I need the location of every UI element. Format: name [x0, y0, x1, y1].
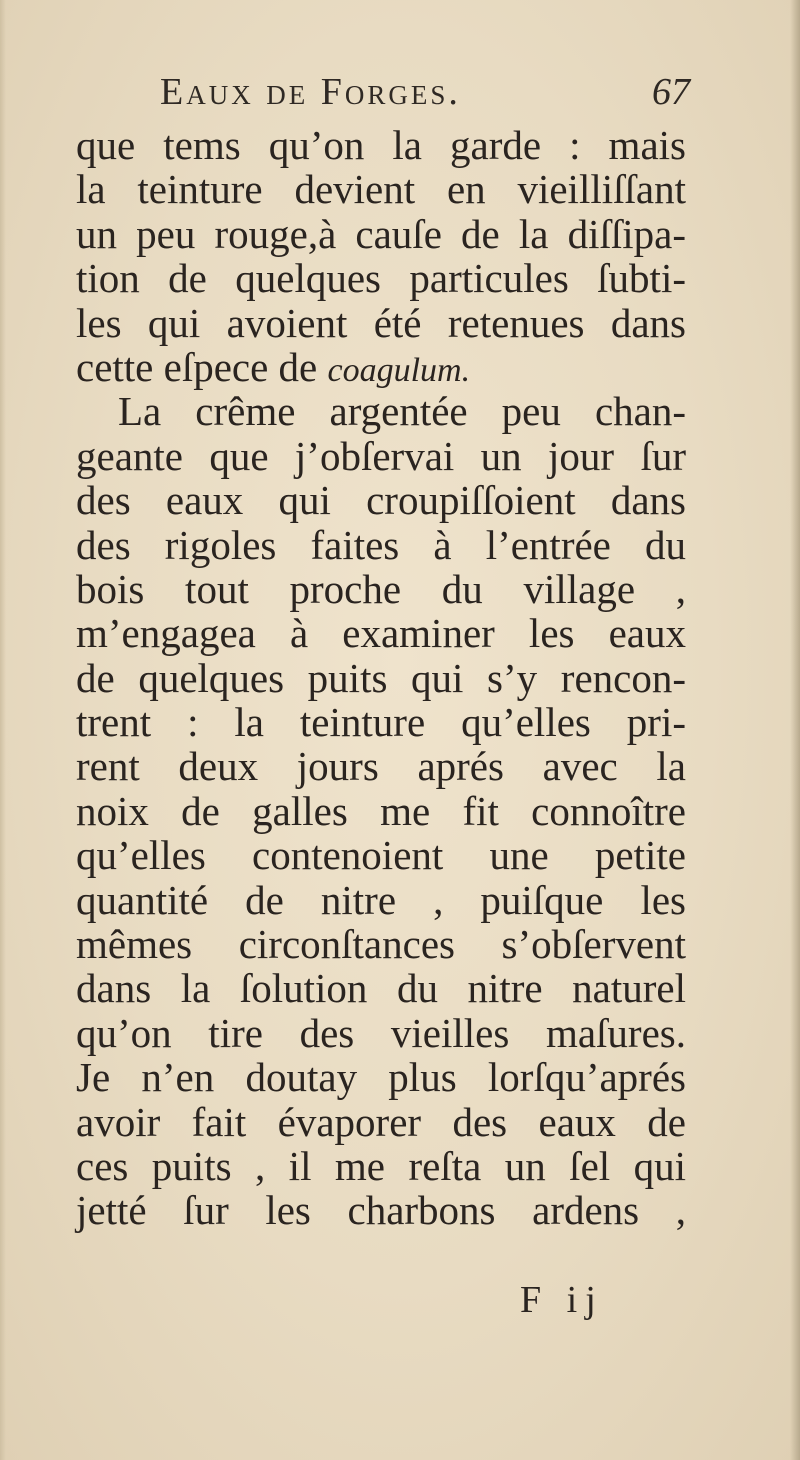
text-line: noix de galles me fit connoître — [76, 787, 686, 834]
text-line: rent deux jours aprés avec la — [76, 743, 686, 790]
text-line: la teinture devient en vieilliſſant — [76, 166, 686, 213]
text-line: qu’on tire des vieilles maſures. — [76, 1009, 686, 1056]
page-header — [160, 70, 690, 122]
paragraph-first-line: La crême argentée peu chan- — [118, 388, 686, 435]
text-line: trent : la teinture qu’elles pri- — [76, 699, 686, 746]
text-line: geante que j’obſervai un jour ſur — [76, 432, 686, 479]
text-line: mêmes circonſtances s’obſervent — [76, 921, 686, 968]
running-title: Eaux de Forges. — [160, 71, 461, 113]
text-line: m’engagea à examiner les eaux — [76, 610, 686, 657]
signature-catchword: F ij — [520, 1279, 604, 1321]
text-line: jetté ſur les charbons ardens , — [76, 1187, 686, 1234]
page-right-edge — [790, 0, 800, 1460]
text-line: dans la ſolution du nitre naturel — [76, 965, 686, 1012]
text-line: tion de quelques particules ſubti- — [76, 255, 686, 302]
text-line-last-of-paragraph — [76, 345, 686, 389]
text-line: Je n’en doutay plus lorſqu’aprés — [76, 1054, 686, 1101]
italic-latin-word: coagulum. — [327, 351, 471, 389]
text-line: de quelques puits qui s’y rencon- — [76, 654, 686, 701]
page-left-edge — [0, 0, 6, 1460]
text-line: quantité de nitre , puiſque les — [76, 876, 686, 923]
text-line: ces puits , il me reſta un ſel qui — [76, 1142, 686, 1189]
text-line: des rigoles faites à l’entrée du — [76, 521, 686, 568]
text-line: que tems qu’on la garde : mais — [76, 122, 686, 168]
text-line: des eaux qui croupiſſoient dans — [76, 477, 686, 524]
text-line-start: cette eſpece de — [76, 343, 328, 390]
text-line: bois tout proche du village , — [76, 565, 686, 612]
text-line: qu’elles contenoient une petite — [76, 832, 686, 879]
text-line: avoir fait évaporer des eaux de — [76, 1098, 686, 1145]
body-text — [76, 123, 686, 1233]
page-number: 67 — [652, 71, 690, 113]
text-line: les qui avoient été retenues dans — [76, 299, 686, 346]
text-line: un peu rouge,à cauſe de la diſſipa- — [76, 210, 686, 257]
